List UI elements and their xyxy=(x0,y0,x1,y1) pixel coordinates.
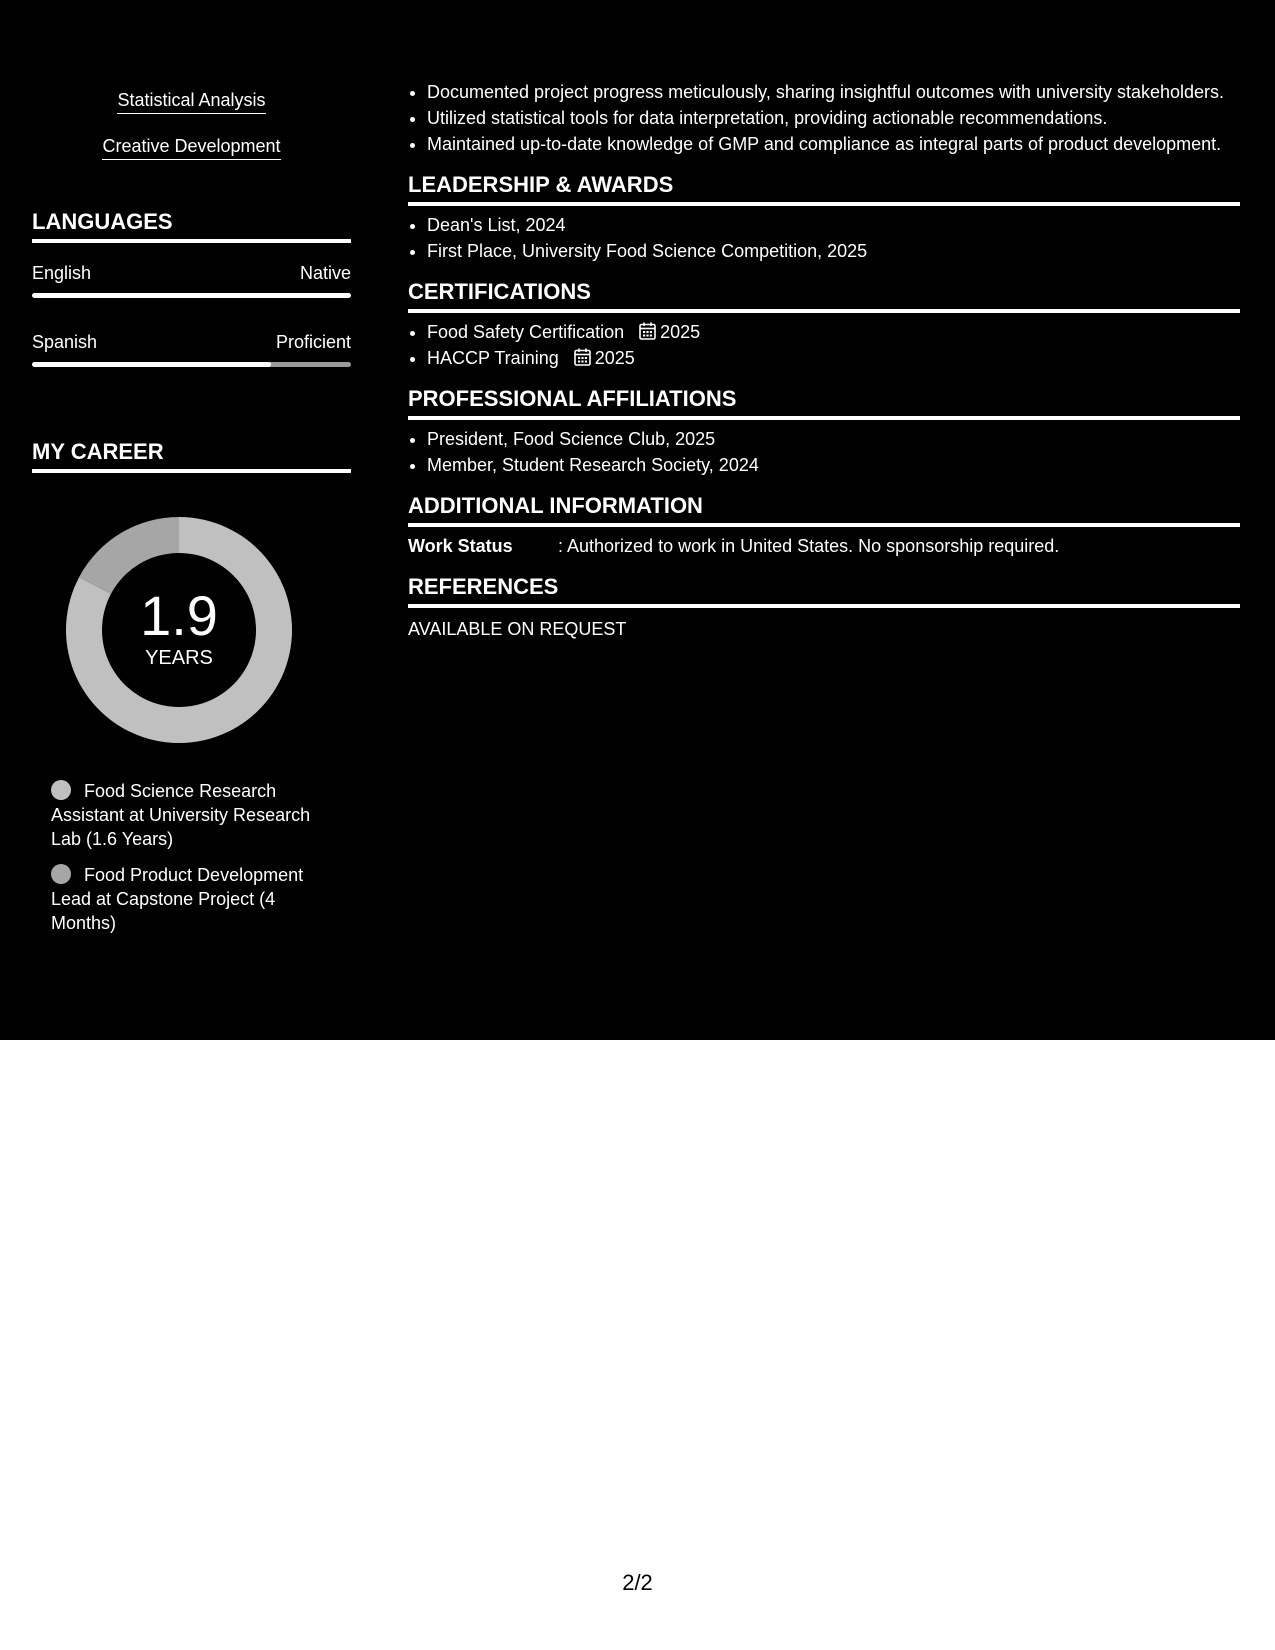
career-legend xyxy=(51,779,331,935)
language-bar-fill xyxy=(32,362,271,367)
left-column xyxy=(32,0,351,947)
calendar-icon xyxy=(574,348,591,366)
page-number: 2/2 xyxy=(622,1570,653,1595)
certifications-list xyxy=(408,320,1240,370)
language-level: Proficient xyxy=(275,332,351,352)
career-total-unit: YEARS xyxy=(145,647,213,669)
leadership-item: • First Place, University Food Science Competition, 2025 xyxy=(427,239,1240,263)
career-total-years: 1.9 xyxy=(140,584,218,647)
language-bar xyxy=(32,362,351,367)
language-name: Spanish xyxy=(32,332,98,352)
certifications-heading: CERTIFICATIONS xyxy=(408,279,1240,313)
career-legend-item xyxy=(51,779,331,851)
references-heading: REFERENCES xyxy=(408,574,1240,608)
experience-bullet: • Documented project progress meticulously, sharing insightful outcomes with university stakeholders. xyxy=(427,80,1240,104)
experience-bullets xyxy=(408,80,1240,156)
language-bar-fill xyxy=(32,293,351,298)
right-column xyxy=(408,0,1240,641)
legend-dot-icon xyxy=(51,780,71,800)
certification-year: 2025 xyxy=(660,322,701,342)
language-bar xyxy=(32,293,351,298)
certification-item xyxy=(427,346,1240,370)
leadership-heading: LEADERSHIP & AWARDS xyxy=(408,172,1240,206)
affiliations-list xyxy=(408,427,1240,477)
career-legend-item xyxy=(51,863,331,935)
certification-item xyxy=(427,320,1240,344)
leadership-list xyxy=(408,213,1240,263)
certification-name: Food Safety Certification xyxy=(427,322,625,342)
language-name: English xyxy=(32,263,92,283)
work-status-value: : Authorized to work in United States. No sponsorship required. xyxy=(558,536,1060,556)
leadership-item: • Dean's List, 2024 xyxy=(427,213,1240,237)
experience-bullet: • Utilized statistical tools for data interpretation, providing actionable recommendations. xyxy=(427,106,1240,130)
work-status-label: Work Status xyxy=(408,536,513,556)
work-status-row xyxy=(408,534,1240,558)
donut-center xyxy=(66,517,292,743)
career-job-label: Food Product Development Lead at Capstone Project (4 Months) xyxy=(51,865,304,933)
additional-info-heading: ADDITIONAL INFORMATION xyxy=(408,493,1240,527)
certification-date xyxy=(574,346,635,370)
affiliation-item: • Member, Student Research Society, 2024 xyxy=(427,453,1240,477)
affiliation-item: • President, Food Science Club, 2025 xyxy=(427,427,1240,451)
skill-item: Creative Development xyxy=(102,135,280,160)
certification-year: 2025 xyxy=(594,348,635,368)
legend-dot-icon xyxy=(51,864,71,884)
career-heading: MY CAREER xyxy=(32,439,351,473)
experience-bullet: • Maintained up-to-date knowledge of GMP and compliance as integral parts of product development. xyxy=(427,132,1240,156)
career-donut-chart xyxy=(66,517,292,743)
affiliations-heading: PROFESSIONAL AFFILIATIONS xyxy=(408,386,1240,420)
language-row xyxy=(32,331,351,353)
career-job-label: Food Science Research Assistant at University Research Lab (1.6 Years) xyxy=(51,781,311,849)
languages-heading: LANGUAGES xyxy=(32,209,351,243)
calendar-icon xyxy=(639,322,656,340)
language-row xyxy=(32,262,351,284)
certification-name: HACCP Training xyxy=(427,348,559,368)
certification-date xyxy=(639,320,700,344)
references-text: AVAILABLE ON REQUEST xyxy=(408,619,627,639)
language-level: Native xyxy=(299,263,351,283)
skill-item: Statistical Analysis xyxy=(117,89,265,114)
